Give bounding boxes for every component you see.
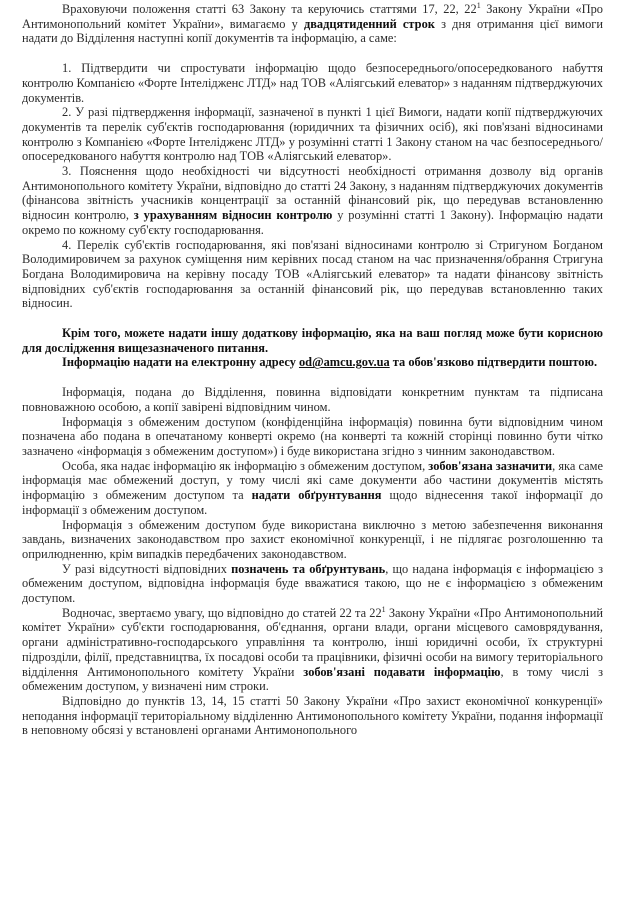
spacer <box>22 46 603 61</box>
notice-email-tail: та обов'язково підтвердити поштою. <box>389 355 598 370</box>
paragraph-absence-text-2: , що надана інформація є інформацією з обмеженим доступом, відповідна інформація буде вважатися такою, що не є інформацією з обмеженим доступом. <box>22 561 603 606</box>
paragraph-obligation-bold-1: зобов'язана зазначити <box>428 458 553 473</box>
request-item-3-text-2: у розумінні статті 1 Закону). Інформацію надати окремо по кожному суб'єкту господарювання. <box>22 208 603 237</box>
paragraph-attention-text-2: Закону України «Про Антимонопольний комітет України» суб'єкти господарювання, об'єднання, органи влади, органи місцевого самоврядування, органи адміністративно-господарського управління та контролю, інші юридичні особи, їх структурні підрозділи, філії, представництва, їх посадові особи та працівники, фізичні особи на вимогу територіального відділення Антимонопольного комітету України <box>22 605 603 679</box>
paragraph-obligation-bold-2: надати обґрунтування <box>251 488 382 503</box>
notice-email-lead: Інформацію надати на електронну адресу <box>62 355 299 370</box>
paragraph-usage: Інформація з обмеженим доступом буде використана виключно з метою забезпечення виконання завдань, визначених законодавством про захист економічної конкуренції, і не підлягає розголошенню та оприлюдненню, крім випадків передбачених законодавством. <box>22 517 603 561</box>
notice-bold-text: Крім того, можете надати іншу додаткову інформацію, яка на ваш погляд може бути корисною для дослідження вищезазначеного питання. <box>22 326 603 355</box>
paragraph-absence-bold: позначень та обґрунтувань <box>231 561 386 576</box>
paragraph-confidential: Інформація з обмеженим доступом (конфіденційна інформація) повинна бути відповідним чином позначена або подана в опечатаному конверті окремо (на конверті та кожній сторінці повинно бути чітко зазначено «інформація з обмеженим доступом») і буде використана згідно з чинним законодавством. <box>22 414 603 458</box>
paragraph-obligation-text-1: Особа, яка надає інформацію як інформацію з обмеженим доступом, <box>62 458 429 473</box>
paragraph-obligation-text-2: , яка саме інформація має обмежений доступ, у тому числі які саме документи або частини документів містять інформацію з обмеженим доступом та <box>22 458 603 503</box>
notice-email <box>22 355 603 370</box>
request-item-2: 2. У разі підтвердження інформації, зазначеної в пункті 1 цієї Вимоги, надати копії підтверджуючих документів та перелік суб'єктів господарювання (юридичних та фізичних осіб), які пов'язані відносинами контролю з Компанією «Форте Інтелідженс ЛТД» у розумінні статті 1 Закону станом на час безпосереднього/опосередкованого набуття контролю над ТОВ «Аліягський елеватор». <box>22 105 603 164</box>
request-item-3 <box>22 164 603 238</box>
paragraph-signature: Інформація, подана до Відділення, повинна відповідати конкретним пунктам та підписана повноважною особою, а копії завірені відповідним чином. <box>22 385 603 414</box>
spacer <box>22 370 603 385</box>
spacer <box>22 311 603 326</box>
email-link[interactable]: od@amcu.gov.ua <box>298 355 390 370</box>
notice-additional-info <box>22 326 603 355</box>
paragraph-attention-bold: зобов'язані подавати інформацію <box>303 664 501 679</box>
paragraph-absence-text-1: У разі відсутності відповідних <box>62 561 232 576</box>
paragraph-obligation <box>22 459 603 518</box>
paragraph-attention-sup: 1 <box>381 604 386 614</box>
paragraph-attention-text-1: Водночас, звертаємо увагу, що відповідно до статей 22 та 22 <box>62 605 382 620</box>
intro-sup: 1 <box>476 0 481 10</box>
paragraph-liability: Відповідно до пунктів 13, 14, 15 статті 50 Закону України «Про захист економічної конкуренції» неподання інформації територіальному відділенню Антимонопольного комітету України, подання інформації в неповному обсязі у встановлені органами Антимонопольного <box>22 693 603 738</box>
paragraph-attention-text-3: , в тому числі з обмеженим доступом, у визначені ним строки. <box>22 664 603 694</box>
intro-paragraph <box>22 2 603 46</box>
request-item-4: 4. Перелік суб'єктів господарювання, які пов'язані відносинами контролю зі Стригуном Богданом Володимировичем за рахунок суміщення ним керівних посад станом на час призначення/обрання Стригуна Богдана Володимировича на керівну посаду ТОВ «Аліягський елеватор» та надати фінансову звітність відповідних суб'єктів господарювання за останній фінансовий рік, що передував встановленню таких відносин. <box>22 237 603 311</box>
paragraph-obligation-text-3: щодо віднесення такої інформації до інформації з обмеженим доступом. <box>22 488 604 517</box>
intro-text-2: Закону України «Про Антимонопольний комітет України», вимагаємо у <box>22 2 603 31</box>
intro-text-1: Враховуючи положення статті 63 Закону та керуючись статтями 17, 22, 22 <box>62 2 477 16</box>
intro-text-3: з дня отримання цієї вимоги надати до Відділення наступні копії документів та інформацію, а саме: <box>22 16 603 46</box>
request-item-3-text-1: 3. Пояснення щодо необхідності чи відсутності необхідності отримання дозволу від органів Антимонопольного комітету України, відповідно до статті 24 Закону, з наданням підтверджуючих документів (фінансова звітність учасників концентрації за останній фінансовий рік, що передував встановленню відносин контролю, <box>22 164 603 223</box>
intro-deadline: двадцятиденний строк <box>303 16 435 31</box>
request-item-1: 1. Підтвердити чи спростувати інформацію щодо безпосереднього/опосередкованого набуття контролю Компанією «Форте Інтелідженс ЛТД» над ТОВ «Аліягський елеватор» з наданням підтверджуючих документів. <box>22 61 603 105</box>
paragraph-absence <box>22 562 603 606</box>
request-item-3-bold: з урахуванням відносин контролю <box>133 208 333 223</box>
paragraph-attention <box>22 606 603 694</box>
